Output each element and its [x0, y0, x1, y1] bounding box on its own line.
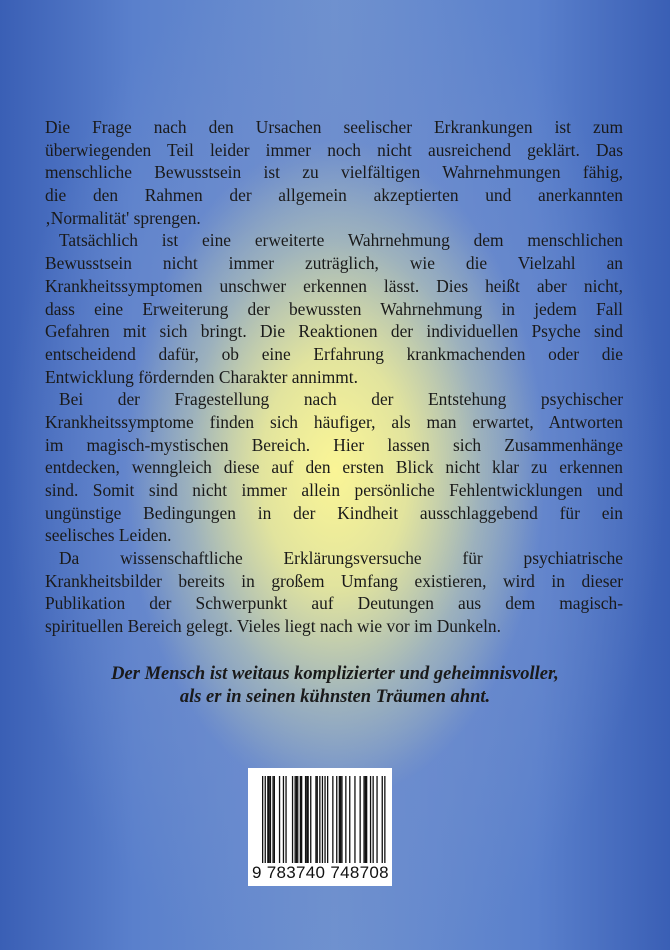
- barcode-bar: [365, 776, 366, 864]
- barcode-bar: [332, 776, 333, 864]
- barcode-bar: [295, 776, 296, 864]
- text-line: menschliche Bewusstsein ist zu vielfältigen Wahrnehmungen fähig,: [45, 162, 623, 183]
- isbn-number: 9 783740 748708: [252, 863, 389, 882]
- text-line: Da wissenschaftliche Erklärungsversuche für psychiatrische: [59, 548, 623, 569]
- text-line: Krankheitsbilder bereits in großem Umfang existieren, wird in dieser: [45, 570, 623, 591]
- barcode-bar: [296, 776, 297, 864]
- text-line: im magisch-mystischen Bereich. Hier lassen sich Zusammenhänge: [45, 434, 623, 455]
- barcode-bar: [370, 776, 371, 864]
- barcode-bar: [322, 776, 323, 876]
- barcode-bar: [376, 776, 377, 864]
- text-line: Krankheitssymptomen unschwer erkennen lässt. Dies heißt aber nicht,: [45, 275, 623, 296]
- barcode-bar: [269, 776, 270, 864]
- text-line: seelisches Leiden.: [45, 525, 172, 546]
- barcode-bar: [363, 776, 364, 864]
- barcode-bar: [373, 776, 374, 864]
- barcode-bar: [297, 776, 298, 864]
- barcode-bar: [283, 776, 284, 864]
- barcode-bar: [308, 776, 309, 864]
- text-line: Publikation der Schwerpunkt auf Deutungen aus dem magisch-: [45, 593, 623, 614]
- barcode-bar: [382, 776, 383, 876]
- text-line: Gefahren mit sich bringt. Die Reaktionen der individuellen Psyche sind: [45, 321, 623, 342]
- barcode-bar: [366, 776, 367, 864]
- text-line: entdecken, wenngleich diese auf den ersten Blick nicht klar zu erkennen: [45, 457, 623, 478]
- barcode-bar: [349, 776, 350, 864]
- barcode-bar: [265, 776, 266, 876]
- barcode-bar: [270, 776, 271, 864]
- barcode-bar: [262, 776, 263, 876]
- barcode-bar: [267, 776, 268, 864]
- barcode-bar: [360, 776, 361, 864]
- text-line: die den Rahmen der allgemein akzeptierten und anerkannten: [45, 185, 623, 206]
- barcode-bar: [345, 776, 346, 864]
- barcode-bar: [306, 776, 307, 864]
- text-line: Bewusstsein nicht immer zuträglich, wie die Vielzahl an: [45, 253, 623, 274]
- barcode-bar: [341, 776, 342, 864]
- barcode-bar: [327, 776, 328, 864]
- barcode-bar: [300, 776, 301, 864]
- text-line: spirituellen Bereich gelegt. Vieles liegt nach wie vor im Dunkeln.: [45, 616, 501, 637]
- barcode-bar: [301, 776, 302, 864]
- text-line: entscheidend dafür, ob eine Erfahrung krankmachenden oder die: [45, 343, 623, 364]
- barcode-bar: [324, 776, 325, 876]
- text-line: Entwicklung fördernden Charakter annimmt.: [45, 366, 358, 387]
- text-line: ungünstige Bedingungen in der Kindheit ausschlaggebend für ein: [45, 502, 623, 523]
- barcode-bar: [336, 776, 337, 864]
- quote: [0, 663, 670, 709]
- barcode-bar: [274, 776, 275, 864]
- barcode-bar: [292, 776, 293, 864]
- quote-line-2: als er in seinen kühnsten Träumen ahnt.: [179, 687, 491, 707]
- barcode-bar: [272, 776, 273, 864]
- barcode-bar: [339, 776, 340, 864]
- text-line: dass eine Erweiterung der bewussten Wahrnehmung in jedem Fall: [45, 298, 623, 319]
- text-line: Bei der Fragestellung nach der Entstehung psychischer: [59, 389, 623, 410]
- barcode-bar: [305, 776, 306, 864]
- barcode-bar: [317, 776, 318, 864]
- text-line: Krankheitssymptome finden sich häufiger, als man erwartet, Antworten: [45, 411, 623, 432]
- blurb-text: [45, 116, 623, 638]
- barcode-bar: [319, 776, 320, 864]
- barcode-bar: [285, 776, 286, 864]
- quote-line-1: Der Mensch ist weitaus komplizierter und geheimnisvoller,: [111, 664, 559, 684]
- barcode-bar: [384, 776, 385, 876]
- text-line: ‚Normalität' sprengen.: [45, 207, 201, 228]
- barcode-bar: [279, 776, 280, 864]
- text-line: überwiegenden Teil leider immer noch nicht ausreichend geklärt. Das: [45, 139, 623, 160]
- barcode-bar: [354, 776, 355, 864]
- text-line: Die Frage nach den Ursachen seelischer Erkrankungen ist zum: [45, 117, 623, 137]
- text-line: sind. Somit sind nicht immer allein persönliche Fehlentwicklungen und: [45, 480, 623, 500]
- barcode-bar: [340, 776, 341, 864]
- barcode-bar: [310, 776, 311, 864]
- isbn-barcode: [248, 768, 392, 886]
- text-line: Tatsächlich ist eine erweiterte Wahrnehmung dem menschlichen: [59, 230, 623, 251]
- barcode-bar: [315, 776, 316, 864]
